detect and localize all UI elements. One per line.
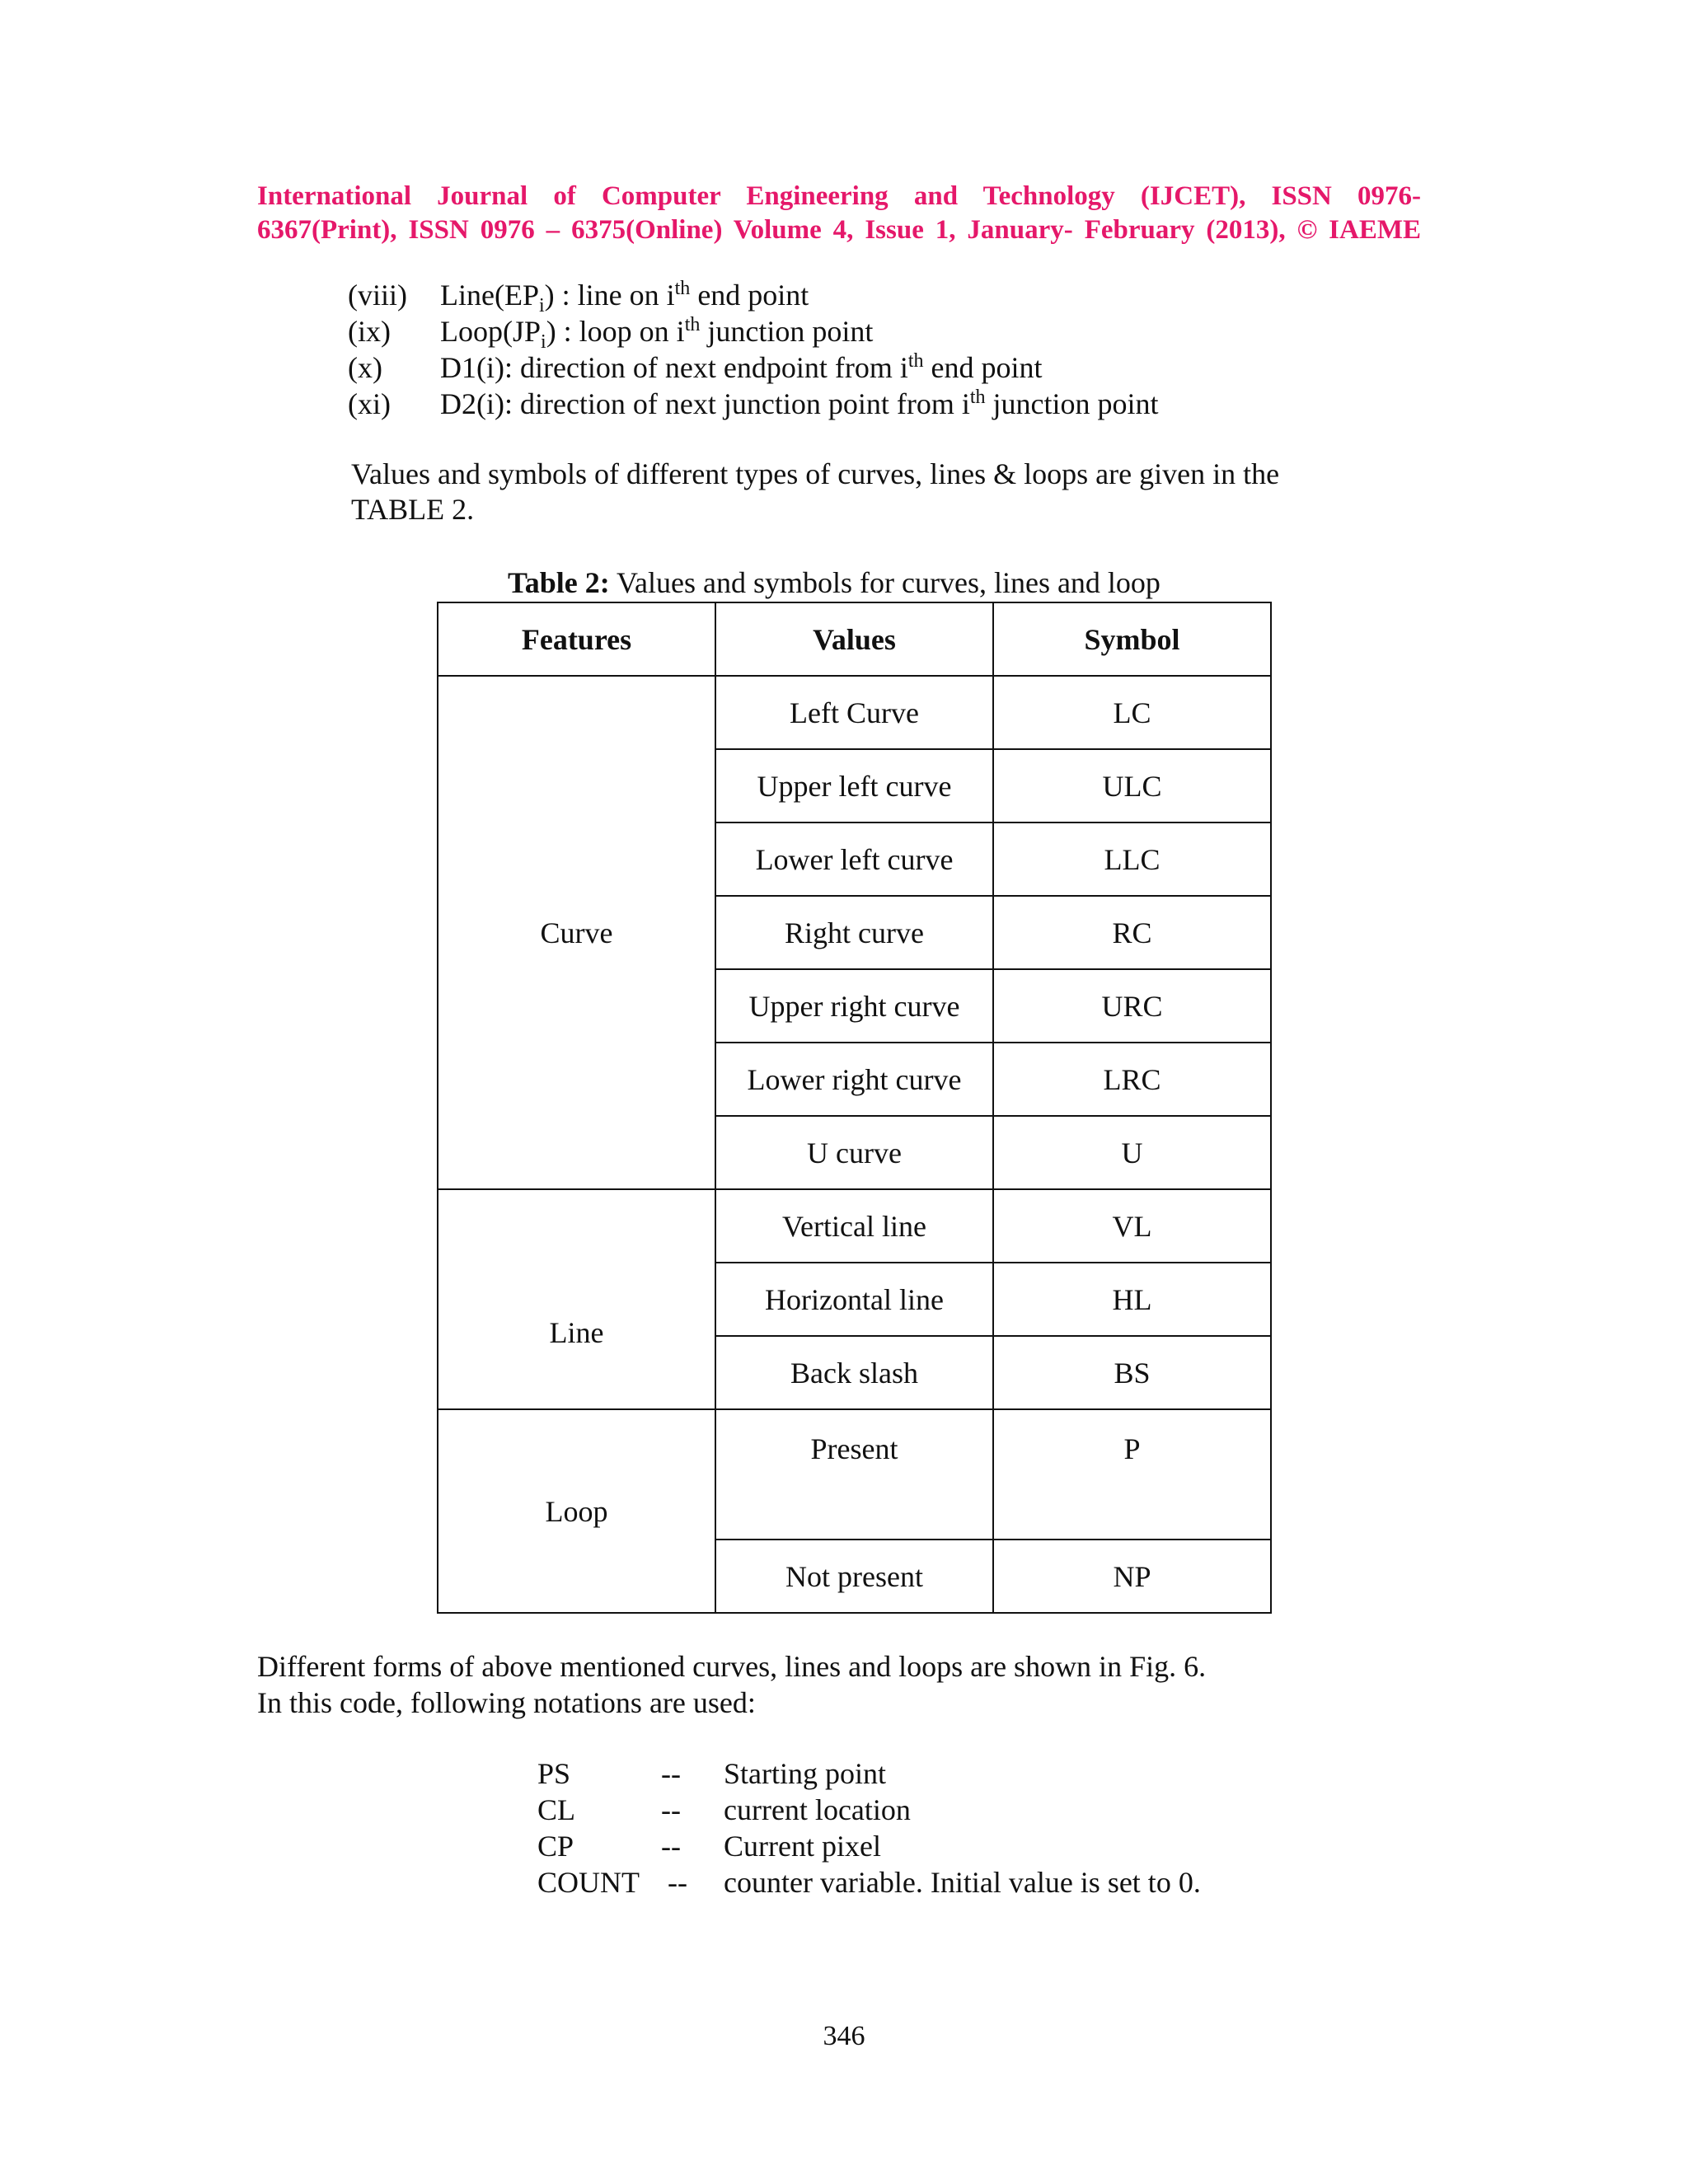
feature-cell-line: Line (438, 1189, 715, 1409)
following-paragraph: Different forms of above mentioned curves, lines and loops are shown in Fig. 6. In this code, following notations are used: (257, 1650, 1207, 1719)
notation-symbol: COUNT (537, 1866, 640, 1899)
value-cell: Lower left curve (715, 823, 993, 896)
definition-text: $Line(EP_i)$ : line on $i^{th}$ end point (440, 278, 809, 317)
table-row (438, 676, 1271, 749)
notation-symbol: PS (537, 1757, 571, 1790)
table-row (438, 1409, 1271, 1540)
notation-symbol: CL (537, 1793, 576, 1826)
table-caption-label: Table 2: (508, 566, 610, 599)
page-number: 346 (823, 2021, 865, 2051)
table-row (438, 1189, 1271, 1263)
notation-description: current location (724, 1793, 911, 1826)
definition-text: D2(i): direction of next junction point from $i^{th}$ junction point (440, 387, 1159, 420)
table-caption (508, 565, 1160, 600)
table-caption-text: Values and symbols for curves, lines and loop (609, 566, 1160, 599)
notation-description: Current pixel (724, 1830, 881, 1863)
notation-symbol: CP (537, 1830, 574, 1863)
value-cell: Lower right curve (715, 1043, 993, 1116)
notation-dash: -- (668, 1866, 687, 1899)
symbol-cell: URC (993, 969, 1271, 1043)
symbol-cell: LRC (993, 1043, 1271, 1116)
table-header-row (438, 602, 1271, 676)
notation-dash: -- (661, 1830, 681, 1863)
value-cell: Not present (715, 1540, 993, 1613)
values-symbols-table (437, 602, 1272, 1614)
symbol-cell: LC (993, 676, 1271, 749)
notation-dash: -- (661, 1757, 681, 1790)
definition-number: (viii) (348, 279, 407, 312)
value-cell: Horizontal line (715, 1263, 993, 1336)
notation-description: Starting point (724, 1757, 886, 1790)
symbol-cell: HL (993, 1263, 1271, 1336)
notation-dash: -- (661, 1793, 681, 1826)
value-cell: Upper left curve (715, 749, 993, 823)
feature-cell-loop: Loop (438, 1409, 715, 1613)
symbol-cell: NP (993, 1540, 1271, 1613)
value-cell: Right curve (715, 896, 993, 969)
symbol-cell: BS (993, 1336, 1271, 1409)
symbol-cell: RC (993, 896, 1271, 969)
journal-header (257, 180, 1421, 247)
value-cell: Left Curve (715, 676, 993, 749)
journal-header-line-2: 6367(Print), ISSN 0976 – 6375(Online) Volume 4, Issue 1, January- February (2013), © IAEME (257, 215, 1421, 245)
value-cell: Present (715, 1409, 993, 1540)
symbol-cell: ULC (993, 749, 1271, 823)
header-features: Features (438, 602, 715, 676)
symbol-cell: VL (993, 1189, 1271, 1263)
notation-description: counter variable. Initial value is set to 0. (724, 1866, 1201, 1899)
value-cell: Upper right curve (715, 969, 993, 1043)
value-cell: Vertical line (715, 1189, 993, 1263)
journal-header-line-1: International Journal of Computer Engineering and Technology (IJCET), ISSN 0976- (257, 181, 1421, 211)
header-symbol: Symbol (993, 602, 1271, 676)
symbol-cell: P (993, 1409, 1271, 1540)
definition-text: D1(i): direction of next endpoint from $i^{th}$ end point (440, 350, 1043, 384)
feature-cell-curve: Curve (438, 676, 715, 1189)
intro-paragraph: Values and symbols of different types of curves, lines & loops are given in the TABLE 2. (351, 457, 1280, 526)
symbol-cell: LLC (993, 823, 1271, 896)
definition-number: (x) (348, 351, 382, 384)
value-cell: Back slash (715, 1336, 993, 1409)
symbol-cell: U (993, 1116, 1271, 1189)
header-values: Values (715, 602, 993, 676)
value-cell: U curve (715, 1116, 993, 1189)
definition-number: (xi) (348, 387, 391, 420)
definition-number: (ix) (348, 315, 391, 348)
definition-text: $Loop(JP_i)$ : loop on $i^{th}$ junction point (440, 314, 874, 354)
